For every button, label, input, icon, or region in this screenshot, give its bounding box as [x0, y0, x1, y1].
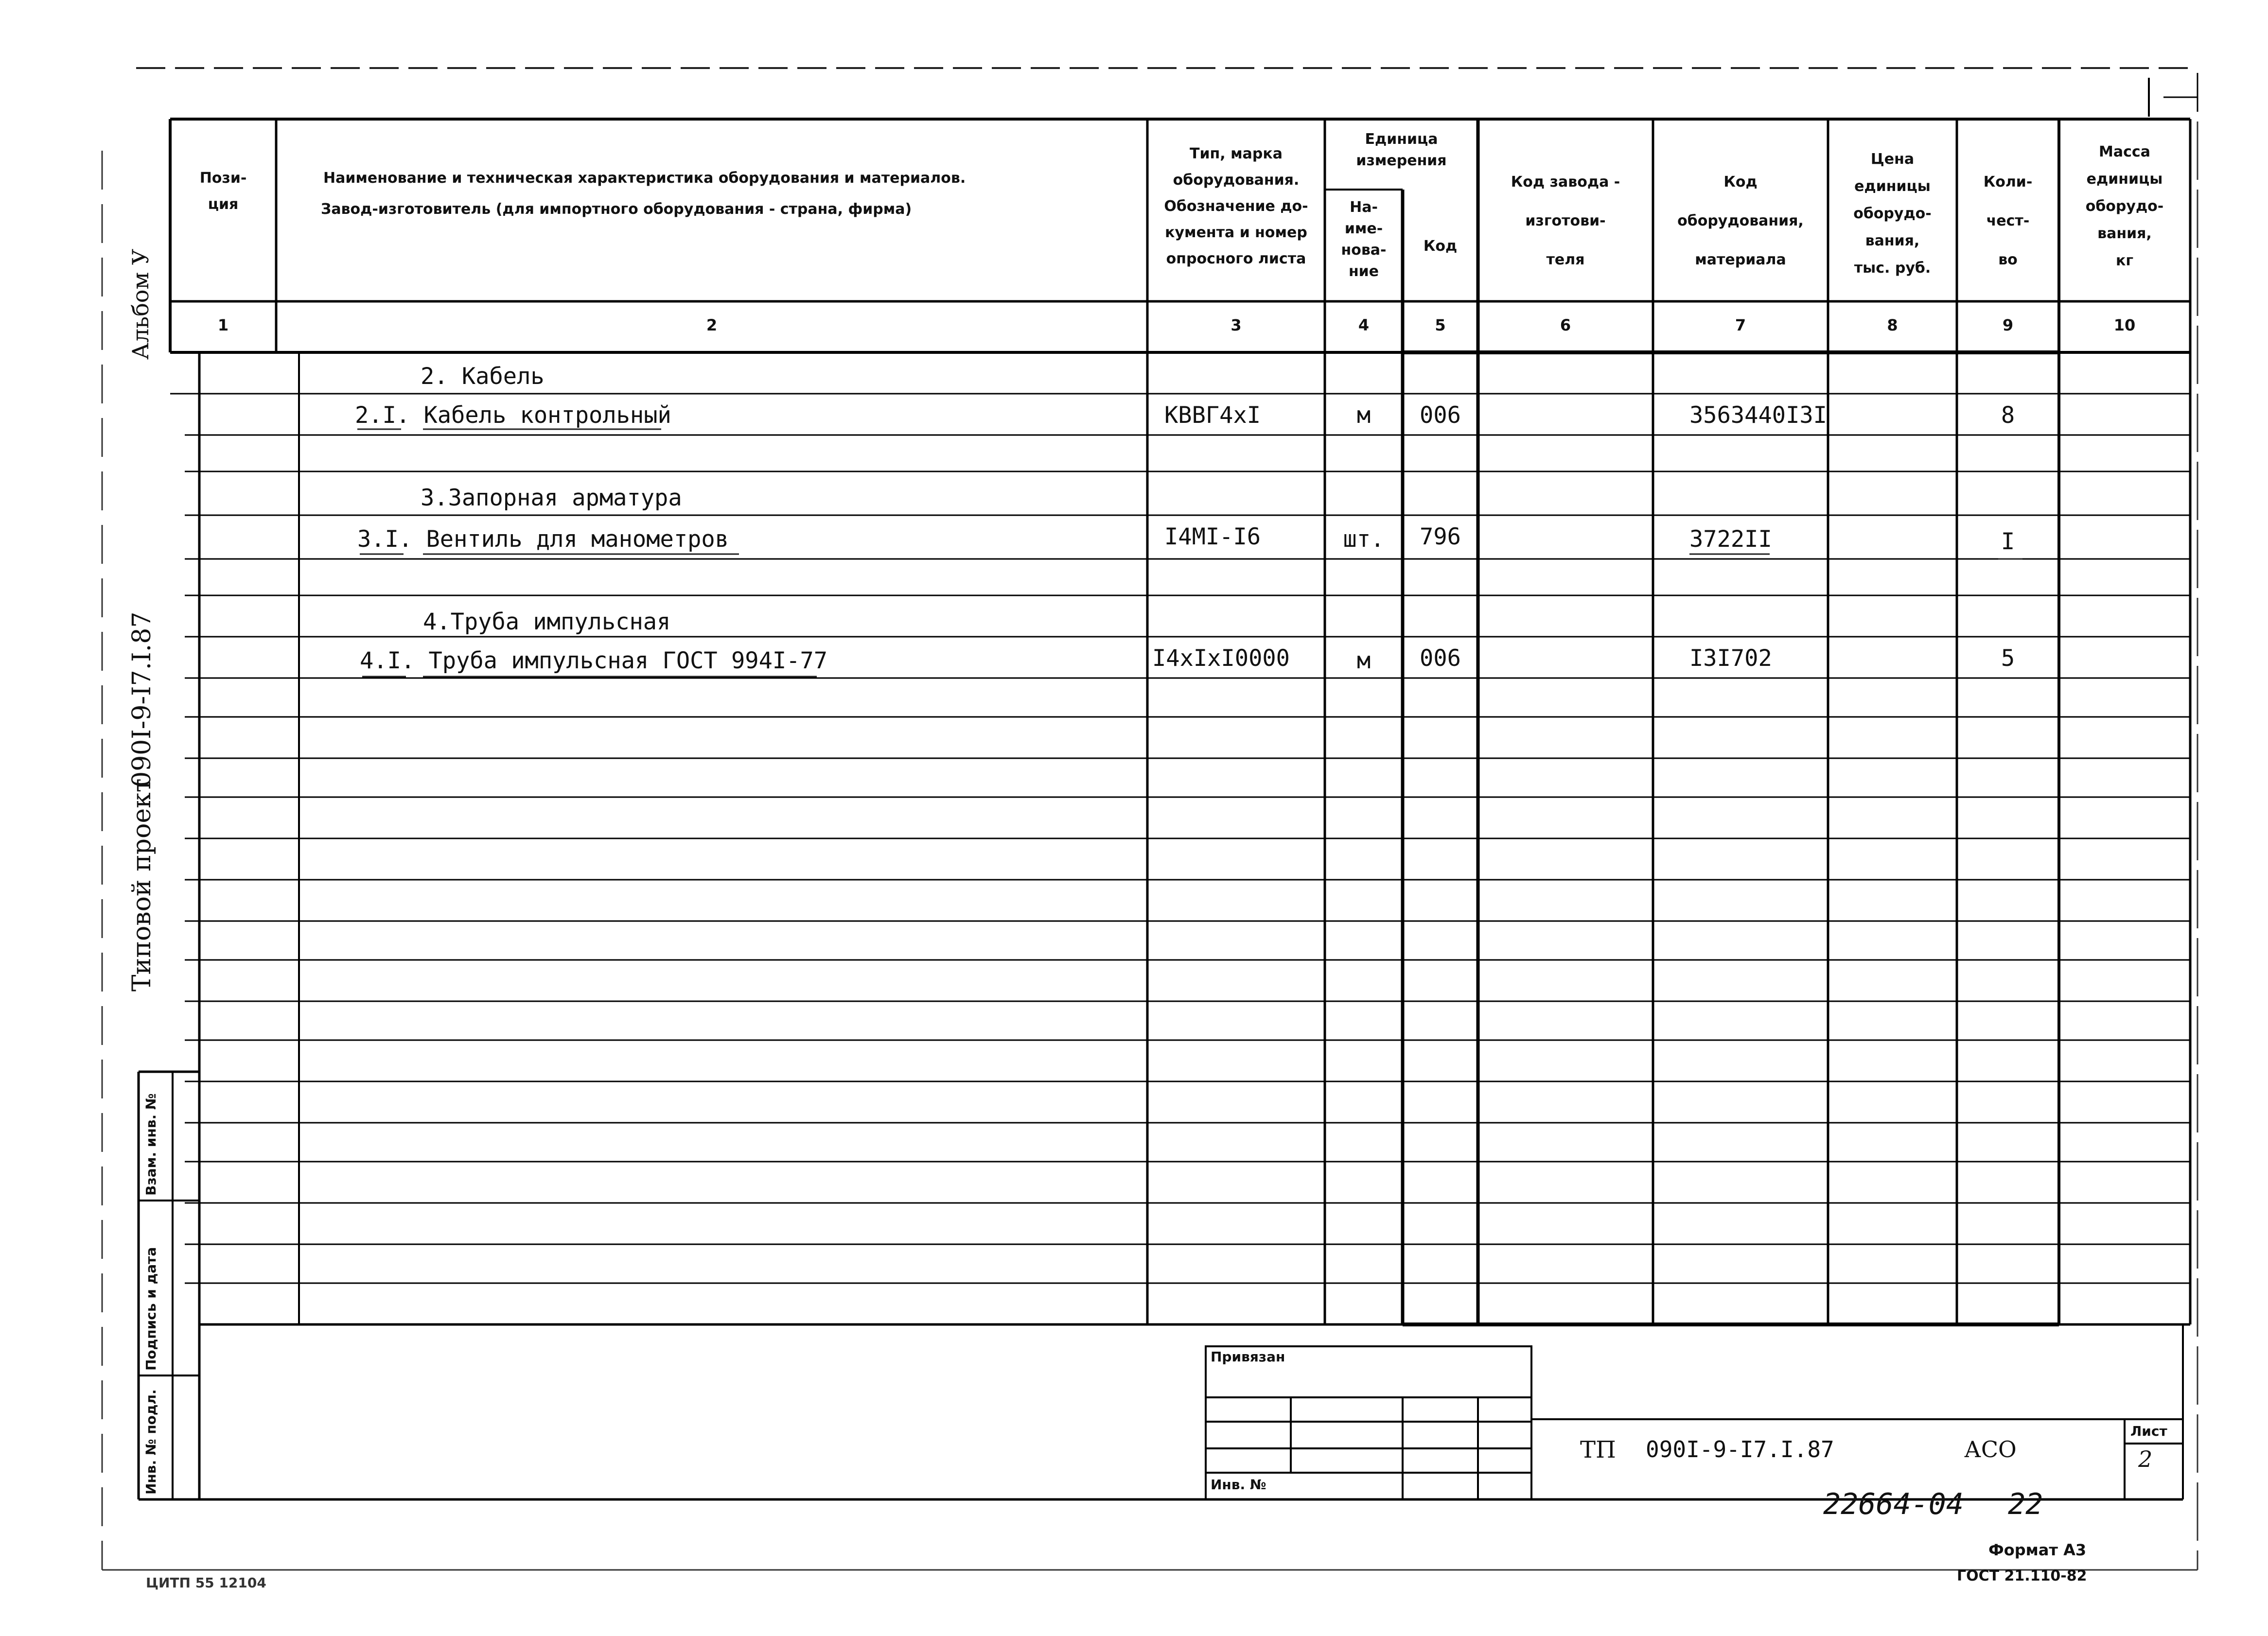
- col-number-9: 9: [2002, 316, 2014, 334]
- title-mark: АСО: [1964, 1436, 2017, 1462]
- section-valves: 3.Запорная арматура: [421, 485, 682, 511]
- row-pipe-unit: м: [1356, 647, 1371, 674]
- row-valve-unit-code: 796: [1420, 523, 1461, 550]
- header-position: Пози- ция: [199, 170, 247, 213]
- col-number-7: 7: [1735, 316, 1746, 334]
- project-code-vertical: 090I-9-I7.I.87: [127, 611, 157, 787]
- title-tp: ТП: [1580, 1436, 1616, 1463]
- order-sheet: 22: [2008, 1487, 2043, 1521]
- col-number-5: 5: [1435, 316, 1446, 334]
- sheet-number: 2: [2138, 1446, 2153, 1472]
- title-doc-code: 090I-9-I7.I.87: [1646, 1436, 1834, 1462]
- row-valve-name: 3.I. Вентиль для манометров: [357, 526, 729, 553]
- gost-label: ГОСТ 21.110-82: [1957, 1567, 2087, 1584]
- row-valve-type: I4МI-I6: [1164, 523, 1261, 550]
- stamp-signature-date: Подпись и дата: [143, 1247, 159, 1371]
- stamp-inventory-original: Инв. № подл.: [143, 1389, 159, 1495]
- col-number-1: 1: [217, 316, 229, 334]
- section-pipe: 4.Труба импульсная: [423, 609, 671, 635]
- row-valve-qty: I: [2001, 528, 2015, 555]
- header-equipment-code: Код оборудования, материала: [1677, 174, 1804, 268]
- project-type-vertical: Типовой проект: [127, 778, 157, 992]
- header-price: Цена единицы оборудо- вания, тыс. руб.: [1853, 151, 1932, 277]
- row-cable-type: КВВГ4хI: [1164, 402, 1261, 429]
- header-name: Наименование и техническая характеристика оборудования и материалов. Завод-изготовитель (для импортного оборудования - страна, фирма): [321, 170, 966, 218]
- row-valve-unit: шт.: [1343, 526, 1385, 553]
- row-valve-material-code: 3722II: [1689, 526, 1772, 553]
- header-unit-name: На- име- нова- ние: [1341, 199, 1387, 280]
- section-cable: 2. Кабель: [421, 363, 545, 390]
- col-number-2: 2: [706, 316, 718, 334]
- order-number: 22664-04: [1823, 1487, 1964, 1521]
- row-cable-name: 2.I. Кабель контрольный: [355, 402, 671, 429]
- format-label: Формат А3: [1988, 1541, 2087, 1559]
- row-pipe-type: I4хIхI0000: [1152, 645, 1290, 672]
- stamp-bound-label: Привязан: [1211, 1349, 1285, 1365]
- header-manufacturer-code: Код завода - изготови- теля: [1511, 174, 1620, 268]
- col-number-4: 4: [1358, 316, 1370, 334]
- header-unit-code: Код: [1423, 238, 1458, 255]
- printer-label: ЦИТП 55 12104: [146, 1575, 266, 1591]
- col-number-10: 10: [2113, 316, 2136, 334]
- sheet-label: Лист: [2130, 1423, 2167, 1439]
- album-label: Альбом У: [127, 248, 154, 360]
- row-pipe-name: 4.I. Труба импульсная ГОСТ 994I-77: [360, 647, 828, 674]
- stamp-replacement-inv: Взам. инв. №: [143, 1093, 159, 1196]
- row-pipe-material-code: I3I702: [1689, 645, 1772, 672]
- row-pipe-unit-code: 006: [1420, 645, 1461, 672]
- header-type: Тип, марка оборудования. Обозначение до- кумента и номер опросного листа: [1164, 145, 1308, 267]
- col-number-6: 6: [1560, 316, 1571, 334]
- row-cable-qty: 8: [2001, 402, 2015, 429]
- stamp-inv-label: Инв. №: [1211, 1477, 1266, 1493]
- header-quantity: Коли- чест- во: [1983, 174, 2033, 268]
- header-unit-title: Единица измерения: [1356, 131, 1447, 169]
- header-mass: Масса единицы оборудо- вания, кг: [2085, 143, 2164, 269]
- row-cable-material-code: 3563440I3I: [1689, 402, 1827, 429]
- col-number-8: 8: [1887, 316, 1898, 334]
- row-pipe-qty: 5: [2001, 645, 2015, 672]
- row-cable-unit-code: 006: [1420, 402, 1461, 429]
- row-cable-unit: м: [1356, 402, 1371, 429]
- col-number-3: 3: [1231, 316, 1242, 334]
